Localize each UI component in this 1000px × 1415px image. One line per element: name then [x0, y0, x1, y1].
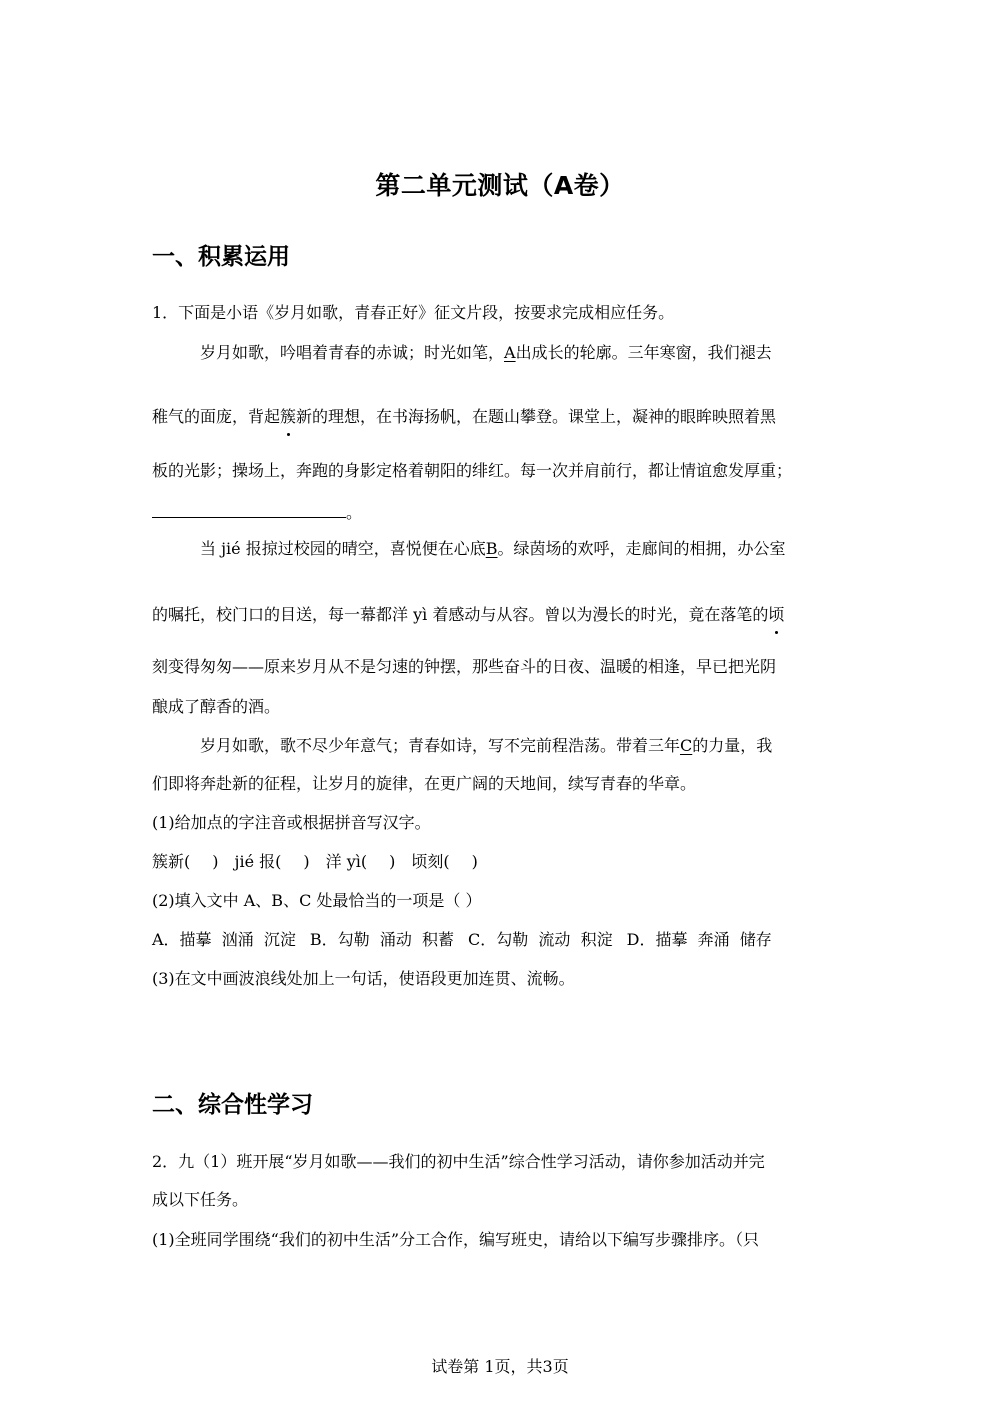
question-1-stem: 1．下面是小语《岁月如歌，青春正好》征文片段，按要求完成相应任务。 [152, 303, 675, 322]
passage-text: 当 jié 报掠过校园的晴空，喜悦便在心底 [200, 539, 486, 558]
question-2-stem: 成以下任务。 [152, 1190, 249, 1209]
item-text: ) [389, 852, 396, 871]
passage-line [152, 602, 784, 628]
blank-b: B [485, 539, 498, 558]
passage-text: 。 [346, 503, 363, 522]
option-b: B．勾勒 涌动 积蓄 [309, 930, 455, 949]
section-heading-2: 二、综合性学习 [152, 1092, 313, 1118]
passage-text: 岁月如歌，歌不尽少年意气；青春如诗，写不完前程浩荡。带着三年 [200, 736, 681, 755]
option-a: A．描摹 汹涌 沉淀 [152, 930, 296, 949]
sub-question-1: (1)给加点的字注音或根据拼音写汉字。 [152, 813, 431, 832]
option-d: D．描摹 奔涌 储存 [626, 930, 772, 949]
item-text: 洋 yì( [325, 852, 368, 871]
passage-text: 。绿茵场的欢呼，走廊间的相拥，办公室 [497, 539, 786, 558]
question-2-sub-1: (1)全班同学围绕“我们的初中生活”分工合作，编写班史，请给以下编写步骤排序。（只 [152, 1230, 760, 1249]
passage-text: 的嘱托，校门口的目送，每一幕都洋 yì 着感动与从容。曾以为漫长的时光，竟在落笔的 [152, 605, 769, 624]
option-c: C．勾勒 流动 积淀 [468, 930, 613, 949]
page-footer: 试卷第 1页，共3页 [431, 1357, 569, 1376]
passage-line: 板的光影；操场上，奔跑的身影定格着朝阳的绯红。每一次并肩前行，都让情谊愈发厚重； [152, 461, 793, 480]
passage-text: 出成长的轮廓。三年寒窗，我们褪去 [515, 343, 772, 362]
section-heading-1: 一、积累运用 [152, 244, 290, 270]
item-text: jié 报( [234, 852, 282, 871]
wavy-line-blank [152, 503, 346, 518]
blank-a: A [504, 343, 516, 362]
question-2-stem: 2．九（1）班开展“岁月如歌——我们的初中生活”综合性学习活动，请你参加活动并完 [152, 1152, 765, 1171]
item-text: 簇新( [152, 852, 191, 871]
item-text: ) [303, 852, 310, 871]
item-text: ) [212, 852, 219, 871]
dotted-char: 顷 [768, 602, 784, 628]
passage-text: 岁月如歌，吟唱着青春的赤诚；时光如笔， [200, 343, 505, 362]
page-title: 第二单元测试（A卷） [375, 171, 625, 200]
passage-line [152, 500, 362, 526]
item-text: ) [471, 852, 478, 871]
passage-text: 的力量，我 [692, 736, 773, 755]
passage-line: 刻变得匆匆——原来岁月从不是匀速的钟摆，那些奋斗的日夜、温暖的相逢，早已把光阴 [152, 657, 777, 676]
passage-text: 稚气的面庞，背起 [152, 407, 281, 426]
blank-c: C [680, 736, 693, 755]
passage-line [200, 340, 772, 366]
item-text: 顷刻( [411, 852, 450, 871]
passage-line: 酿成了醇香的酒。 [152, 697, 281, 716]
passage-line: 们即将奔赴新的征程，让岁月的旋律，在更广阔的天地间，续写青春的华章。 [152, 774, 697, 793]
dotted-char: 簇 [280, 404, 296, 430]
pinyin-items [152, 849, 478, 875]
sub-question-3: (3)在文中画波浪线处加上一句话，使语段更加连贯、流畅。 [152, 969, 575, 988]
passage-line [152, 404, 776, 430]
passage-text: 新的理想，在书海扬帆，在题山攀登。课堂上，凝神的眼眸映照着黑 [296, 407, 777, 426]
sub-question-2: (2)填入文中 A、B、C 处最恰当的一项是（ ） [152, 891, 482, 910]
passage-line [200, 536, 786, 562]
passage-line [200, 733, 772, 759]
options-row [152, 927, 772, 953]
